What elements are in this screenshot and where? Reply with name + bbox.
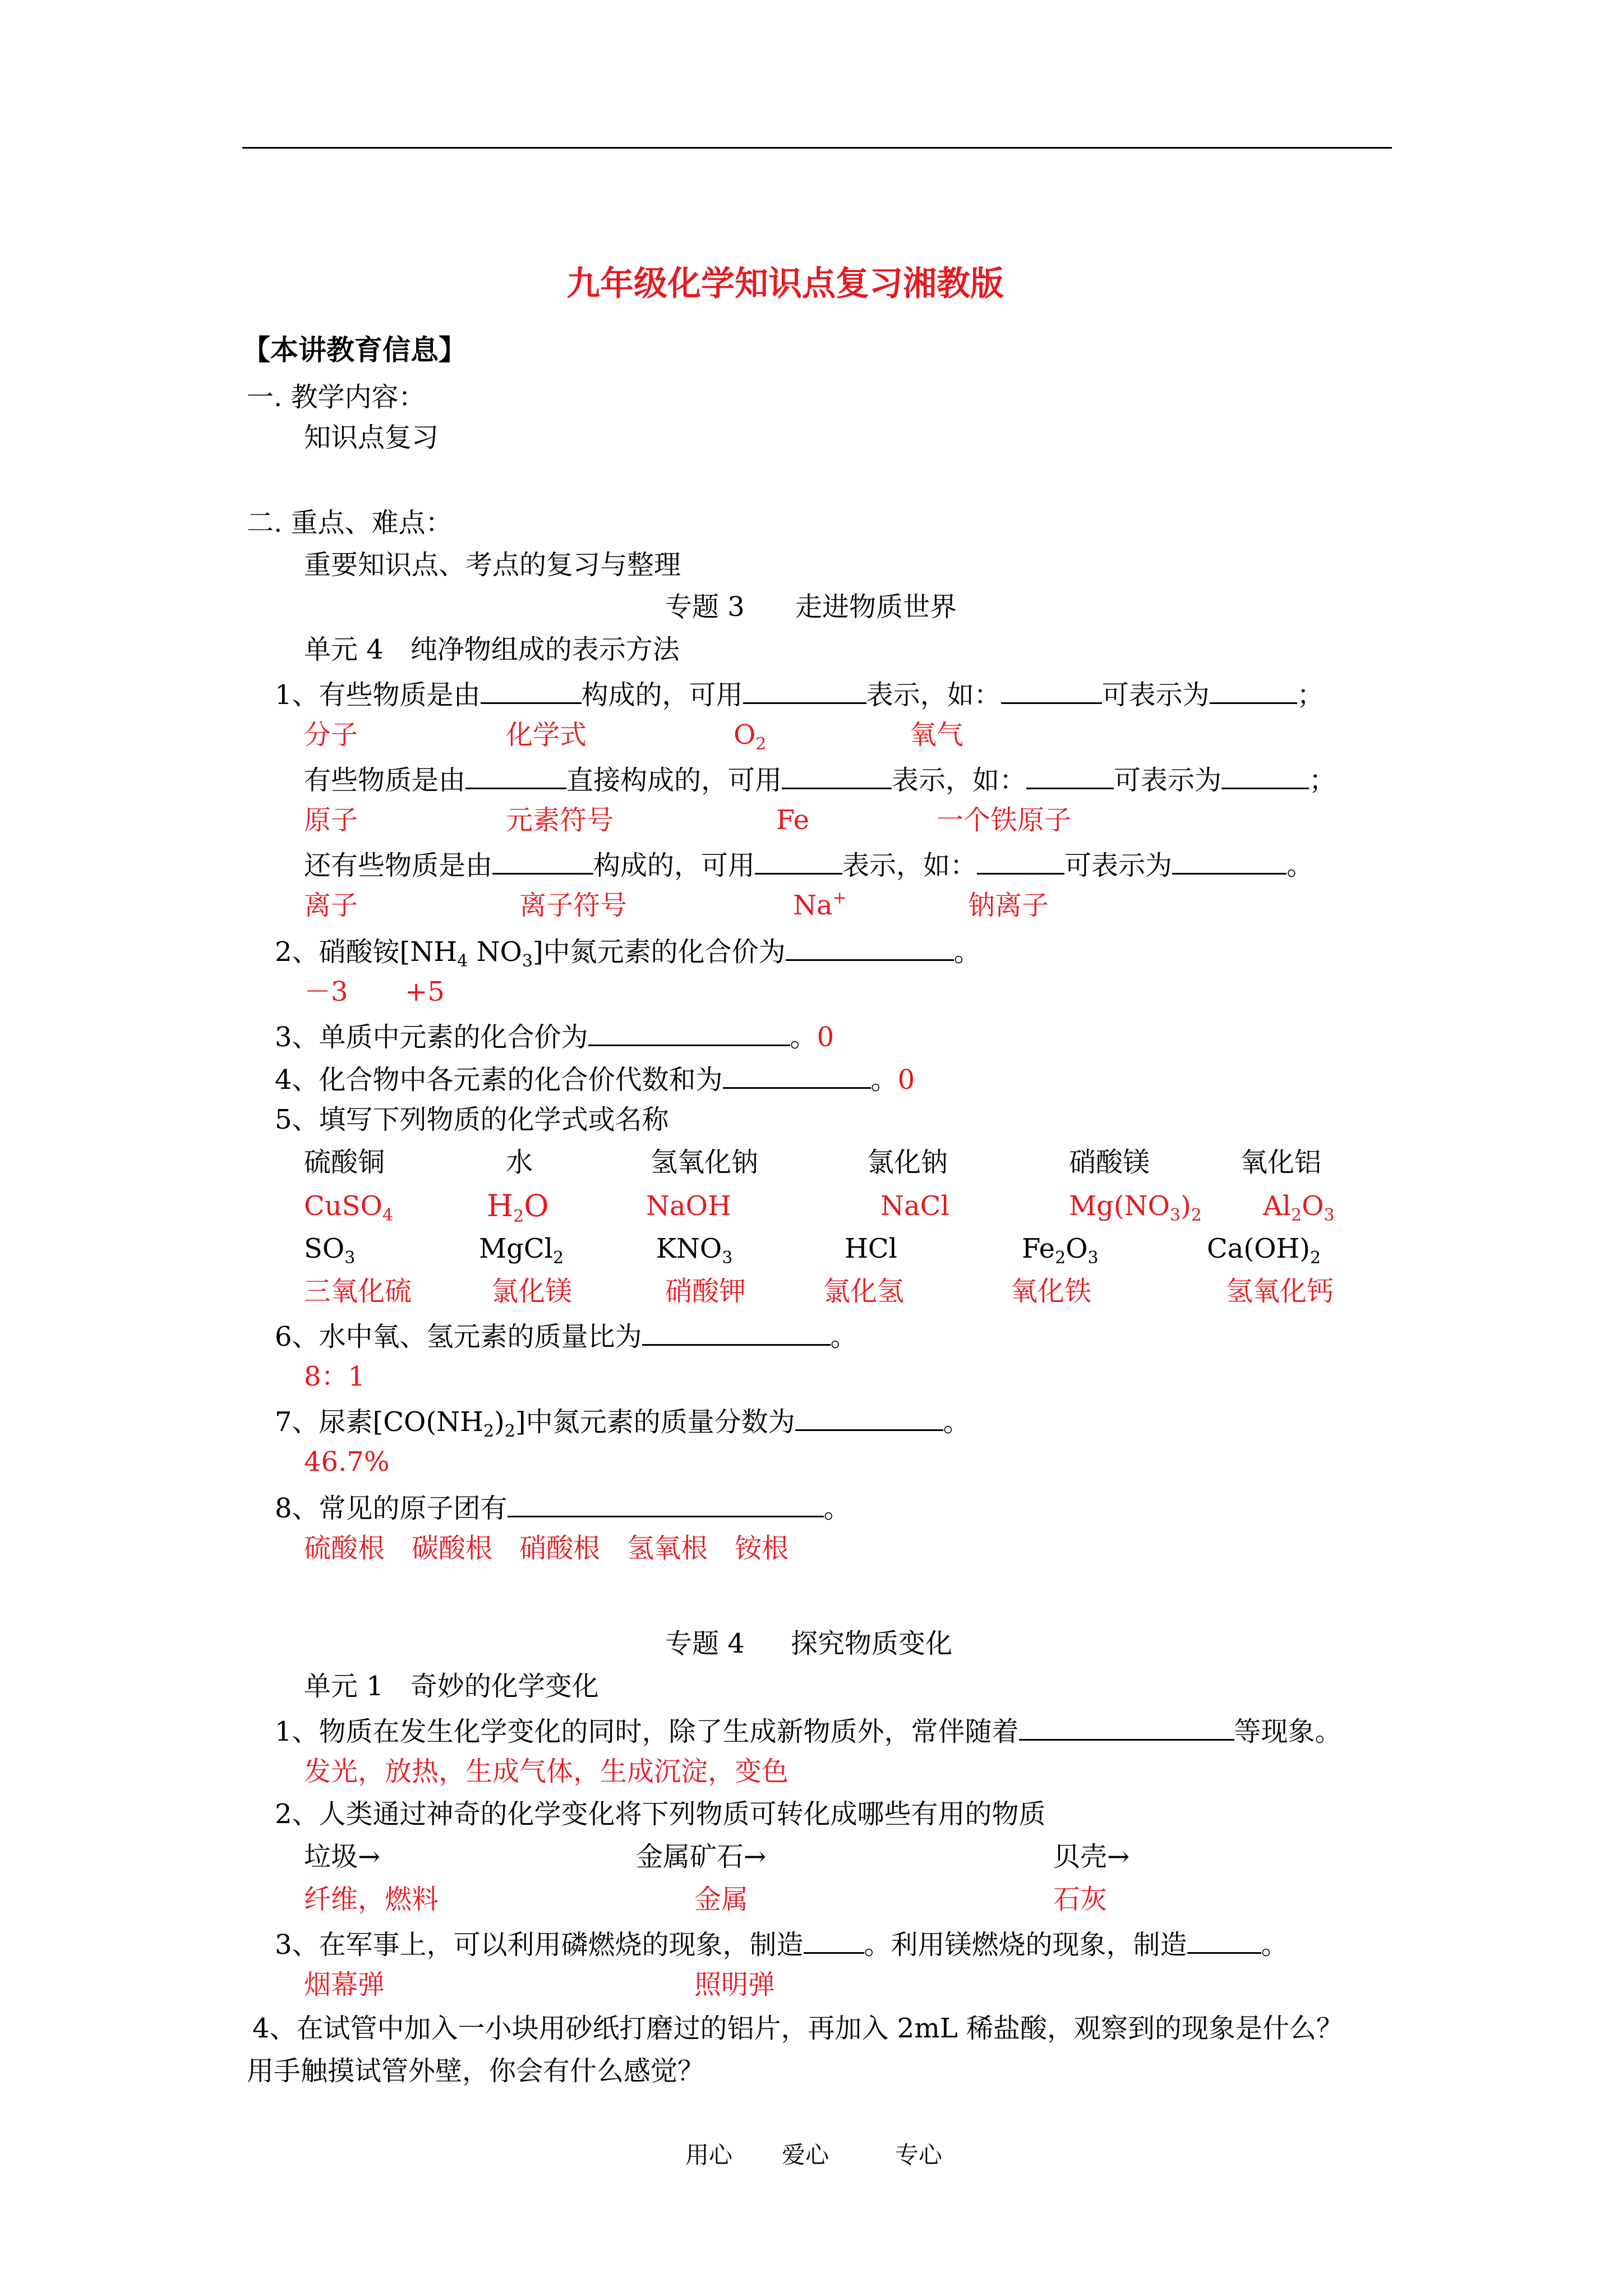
- q1-a-answer-3: $O_2$: [734, 719, 767, 754]
- q1-b-mid1: 直接构成的，可用: [566, 765, 782, 796]
- q2-answer-1: －3: [304, 976, 348, 1007]
- unit4-heading: 单元 4 纯净物组成的表示方法: [304, 634, 680, 665]
- q1-line-c: [304, 846, 1313, 882]
- p3-blank-1[interactable]: [804, 1925, 864, 1954]
- q5-formula-answer-4: NaCl: [880, 1190, 949, 1222]
- p2-line: 2、人类通过神奇的化学变化将下列物质可转化成哪些有用的物质: [275, 1798, 1046, 1830]
- q1-b-answer-3: Fe: [776, 804, 810, 836]
- q3-answer: 0: [817, 1022, 834, 1053]
- p2-item-1: 垃圾→: [304, 1841, 381, 1872]
- q1-a-blank-4[interactable]: [1210, 675, 1297, 704]
- q1-c-mid2: 表示，如：: [842, 850, 978, 881]
- q1-line-a: [275, 675, 1324, 712]
- q1-a-prefix: 1、有些物质是由: [275, 679, 481, 711]
- topic4-name: 探究物质变化: [791, 1628, 953, 1659]
- q5-formula-answer-6: $Al_2O_3$: [1263, 1190, 1335, 1225]
- q1-b-mid3: 可表示为: [1114, 765, 1222, 796]
- q1-a-blank-3[interactable]: [1001, 675, 1102, 704]
- topic3-label: 专题 3: [665, 591, 745, 623]
- q1-a-answer-1: 分子: [304, 719, 358, 751]
- footer-item-2: 爱心: [782, 2141, 829, 2169]
- q3-line: 3、单质中元素的化合价为 。0: [275, 1018, 834, 1054]
- p2-answer-1: 纤维，燃料: [304, 1884, 439, 1915]
- q1-c-prefix: 还有些物质是由: [304, 850, 493, 881]
- q1-b-blank-3[interactable]: [1026, 761, 1114, 789]
- q5-name-answer-3: 硝酸钾: [665, 1276, 746, 1307]
- q5-name-answer-4: 氯化氢: [823, 1276, 905, 1307]
- q5-name-5: 硝酸镁: [1069, 1147, 1150, 1178]
- q1-c-end: 。: [1287, 850, 1314, 881]
- p2-item-3: 贝壳→: [1053, 1841, 1130, 1872]
- p4-line-2: 用手触摸试管外壁，你会有什么感觉？: [247, 2055, 705, 2087]
- q1-b-prefix: 有些物质是由: [304, 765, 466, 796]
- q8-line: 8、常见的原子团有 。: [275, 1489, 851, 1525]
- q1-a-mid3: 可表示为: [1101, 679, 1210, 711]
- q1-a-answer-2: 化学式: [506, 719, 587, 751]
- q8-answers: 硫酸根 碳酸根 硝酸根 氢氧根 铵根: [304, 1533, 789, 1564]
- q5-formula-answer-5: $Mg(NO_3)_2$: [1069, 1190, 1202, 1225]
- unit1-heading: 单元 1 奇妙的化学变化: [304, 1671, 599, 1702]
- q6-answer: 8：1: [304, 1361, 366, 1392]
- q5-name-answer-5: 氧化铁: [1011, 1276, 1092, 1307]
- q1-a-blank-1[interactable]: [481, 675, 582, 704]
- q5-formula-5: $Fe_2O_3$: [1022, 1233, 1099, 1268]
- q1-c-mid1: 构成的，可用: [593, 850, 755, 881]
- q5-formula-1: $SO_3$: [304, 1233, 356, 1268]
- q1-c-answer-3: Na+: [793, 888, 847, 921]
- q1-c-blank-1[interactable]: [492, 846, 593, 875]
- p1-answer: 发光，放热，生成气体，生成沉淀，变色: [304, 1756, 789, 1787]
- p2-answer-3: 石灰: [1053, 1884, 1108, 1915]
- q5-formula-answer-2: $H_2O$: [487, 1188, 549, 1226]
- q1-c-answer-4: 钠离子: [968, 890, 1049, 921]
- section2-content: 重要知识点、考点的复习与整理: [304, 549, 681, 581]
- q5-formula-6: $Ca(OH)_2$: [1207, 1233, 1321, 1268]
- q5-formula-answer-3: NaOH: [646, 1190, 731, 1222]
- footer-item-1: 用心: [685, 2141, 733, 2169]
- q1-b-answer-2: 元素符号: [506, 804, 614, 836]
- q1-a-answer-4: 氧气: [910, 719, 964, 751]
- q1-a-blank-2[interactable]: [743, 675, 866, 704]
- info-header: 【本讲教育信息】: [242, 333, 467, 366]
- q1-c-blank-4[interactable]: [1172, 846, 1287, 875]
- q6-blank[interactable]: [642, 1317, 831, 1346]
- p1-blank[interactable]: [1019, 1712, 1234, 1741]
- topic3-name: 走进物质世界: [795, 591, 957, 623]
- q5-line: 5、填写下列物质的化学式或名称: [275, 1104, 669, 1135]
- q1-b-blank-4[interactable]: [1221, 761, 1309, 789]
- q1-b-answer-1: 原子: [304, 804, 358, 836]
- q5-name-6: 氧化铝: [1241, 1147, 1322, 1178]
- q7-line: 7、尿素$[CO(NH_2)_2]$中氮元素的质量分数为 。: [275, 1402, 970, 1439]
- q1-b-answer-4: 一个铁原子: [937, 804, 1072, 836]
- p3-answer-1: 烟幕弹: [304, 1969, 385, 2000]
- q1-c-answer-2: 离子符号: [519, 890, 628, 921]
- topic4-label: 专题 4: [665, 1628, 745, 1659]
- q1-c-blank-3[interactable]: [977, 846, 1064, 875]
- section2-label: 二. 重点、难点：: [247, 507, 453, 539]
- q4-blank[interactable]: [723, 1060, 871, 1089]
- q5-name-answer-6: 氢氧化钙: [1226, 1276, 1334, 1307]
- header-rule: [242, 147, 1392, 149]
- q5-formula-answer-1: CuSO$_4$: [304, 1190, 393, 1225]
- p2-item-2: 金属矿石→: [636, 1841, 767, 1872]
- q1-b-mid2: 表示，如：: [892, 765, 1027, 796]
- q6-line: 6、水中氧、氢元素的质量比为 。: [275, 1317, 857, 1354]
- q1-b-blank-1[interactable]: [465, 761, 566, 789]
- q1-a-end: ；: [1297, 679, 1324, 711]
- p1-line: 1、物质在发生化学变化的同时，除了生成新物质外，常伴随着 等现象。: [275, 1712, 1342, 1749]
- q4-line: 4、化合物中各元素的化合价代数和为 。0: [275, 1060, 915, 1097]
- q5-name-2: 水: [506, 1147, 533, 1178]
- q1-c-answer-1: 离子: [304, 890, 358, 921]
- footer-item-3: 专心: [895, 2141, 943, 2169]
- q5-name-answer-2: 氯化镁: [491, 1276, 573, 1307]
- q5-name-1: 硫酸铜: [304, 1147, 385, 1178]
- q8-blank[interactable]: [508, 1489, 824, 1517]
- p4-line-1: 4、在试管中加入一小块用砂纸打磨过的铝片，再加入 2mL 稀盐酸，观察到的现象是什么？: [252, 2013, 1343, 2044]
- q1-b-end: ；: [1309, 765, 1336, 796]
- q5-formula-4: HCl: [845, 1233, 897, 1264]
- q5-formula-2: MgCl$_2$: [479, 1233, 564, 1268]
- p3-blank-2[interactable]: [1187, 1925, 1261, 1954]
- q7-answer: 46.7%: [304, 1446, 390, 1478]
- q1-line-b: [304, 761, 1336, 797]
- q1-b-blank-2[interactable]: [782, 761, 892, 789]
- q5-name-answer-1: 三氧化硫: [304, 1276, 412, 1307]
- q7-blank[interactable]: [795, 1402, 943, 1431]
- p3-line: 3、在军事上，可以利用磷燃烧的现象，制造 。利用镁燃烧的现象，制造 。: [275, 1925, 1288, 1962]
- q2-answer-2: +5: [405, 976, 445, 1007]
- q4-answer: 0: [897, 1064, 915, 1096]
- q1-a-mid1: 构成的，可用: [581, 679, 743, 711]
- p3-answer-2: 照明弹: [694, 1969, 776, 2000]
- q5-name-3: 氢氧化钠: [651, 1147, 759, 1178]
- q1-c-mid3: 可表示为: [1064, 850, 1173, 881]
- p2-answer-2: 金属: [694, 1884, 749, 1915]
- section1-content: 知识点复习: [304, 422, 439, 453]
- q3-blank[interactable]: [588, 1018, 790, 1046]
- q1-c-blank-2[interactable]: [755, 846, 842, 875]
- q2-line: 2、硝酸铵[$NH_4$ $NO_3$]中氮元素的化合价为 。: [275, 932, 981, 969]
- section1-label: 一. 教学内容：: [247, 381, 426, 413]
- q1-a-mid2: 表示，如：: [866, 679, 1001, 711]
- q5-formula-3: $KNO_3$: [656, 1233, 733, 1268]
- q2-blank[interactable]: [786, 932, 954, 961]
- q5-name-4: 氯化钠: [867, 1147, 948, 1178]
- page-title: 九年级化学知识点复习湘教版: [566, 264, 1004, 303]
